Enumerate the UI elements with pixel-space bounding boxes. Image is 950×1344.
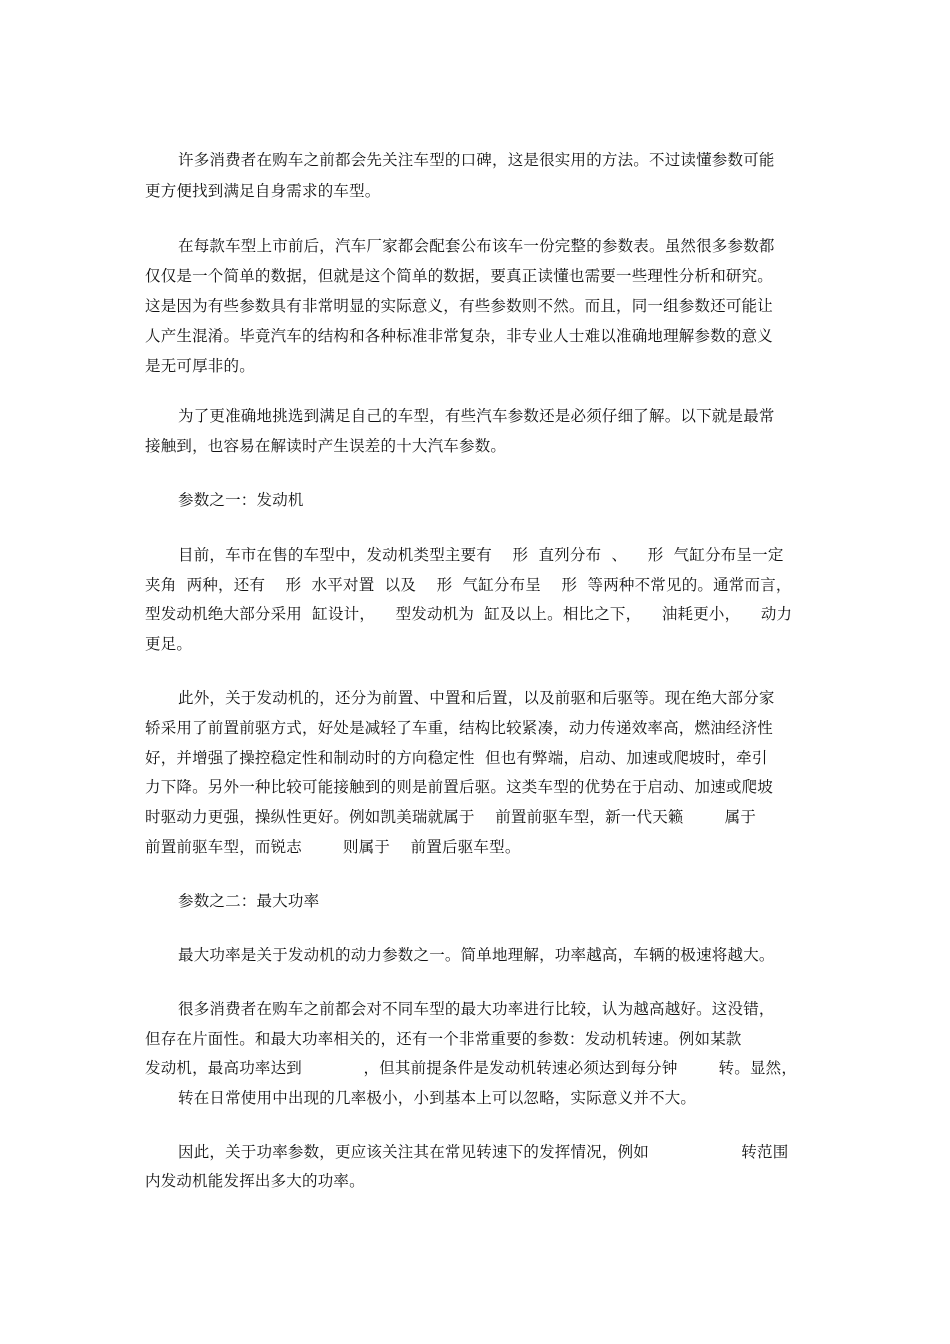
text-line: 许多消费者在购车之前都会先关注车型的口碑，这是很实用的方法。不过读懂参数可能 (178, 151, 775, 169)
text-line: 在每款车型上市前后，汽车厂家都会配套公布该车一份完整的参数表。虽然很多参数都 (178, 237, 775, 255)
text-line: 仅仅是一个简单的数据，但就是这个简单的数据，要真正读懂也需要一些理性分析和研究。 (145, 267, 774, 285)
text-line: 夹角 两种，还有 形 水平对置 以及 形 气缸分布呈 形 等两种不常见的。通常而言， (145, 576, 792, 594)
text-line: 前置前驱车型，而锐志 则属于 前置后驱车型。 (145, 838, 521, 856)
text-line: 更方便找到满足自身需求的车型。 (145, 182, 381, 200)
text-line: 这是因为有些参数具有非常明显的实际意义，有些参数则不然。而且，同一组参数还可能让 (145, 297, 774, 315)
text-line: 因此，关于功率参数，更应该关注其在常见转速下的发挥情况，例如 转范围 (178, 1143, 789, 1161)
text-line: 好，并增强了操控稳定性和制动时的方向稳定性 但也有弊端，启动、加速或爬坡时，牵引 (145, 749, 768, 767)
text-line: 型发动机绝大部分采用 缸设计， 型发动机为 缸及以上。相比之下， 油耗更小， 动力 (145, 605, 793, 623)
text-line: 发动机，最高功率达到 ，但其前提条件是发动机转速必须达到每分钟 转。显然， (145, 1059, 798, 1077)
text-line: 时驱动力更强，操纵性更好。例如凯美瑞就属于 前置前驱车型，新一代天籁 属于 (145, 808, 757, 826)
text-line: 轿采用了前置前驱方式，好处是减轻了车重，结构比较紧凑，动力传递效率高，燃油经济性 (145, 719, 774, 737)
text-line: 是无可厚非的。 (145, 357, 255, 375)
text-line: 此外，关于发动机的，还分为前置、中置和后置，以及前驱和后驱等。现在绝大部分家 (178, 689, 775, 707)
text-line: 力下降。另外一种比较可能接触到的则是前置后驱。这类车型的优势在于启动、加速或爬坡 (145, 778, 774, 796)
text-line: 人产生混淆。毕竟汽车的结构和各种标准非常复杂，非专业人士难以准确地理解参数的意义 (145, 327, 774, 345)
text-line: 最大功率是关于发动机的动力参数之一。简单地理解，功率越高，车辆的极速将越大。 (178, 946, 775, 964)
text-line: 目前，车市在售的车型中，发动机类型主要有 形 直列分布 、 形 气缸分布呈一定 (178, 546, 784, 564)
text-line: 内发动机能发挥出多大的功率。 (145, 1172, 365, 1190)
text-line: 很多消费者在购车之前都会对不同车型的最大功率进行比较，认为越高越好。这没错， (178, 1000, 775, 1018)
text-line: 但存在片面性。和最大功率相关的，还有一个非常重要的参数：发动机转速。例如某款 (145, 1030, 742, 1048)
text-line: 转在日常使用中出现的几率极小，小到基本上可以忽略，实际意义并不大。 (178, 1089, 697, 1107)
text-line: 接触到，也容易在解读时产生误差的十大汽车参数。 (145, 437, 507, 455)
section-heading: 参数之一：发动机 (178, 491, 304, 509)
section-heading: 参数之二：最大功率 (178, 892, 320, 910)
text-line: 为了更准确地挑选到满足自己的车型，有些汽车参数还是必须仔细了解。以下就是最常 (178, 407, 775, 425)
text-line: 更足。 (145, 635, 193, 653)
